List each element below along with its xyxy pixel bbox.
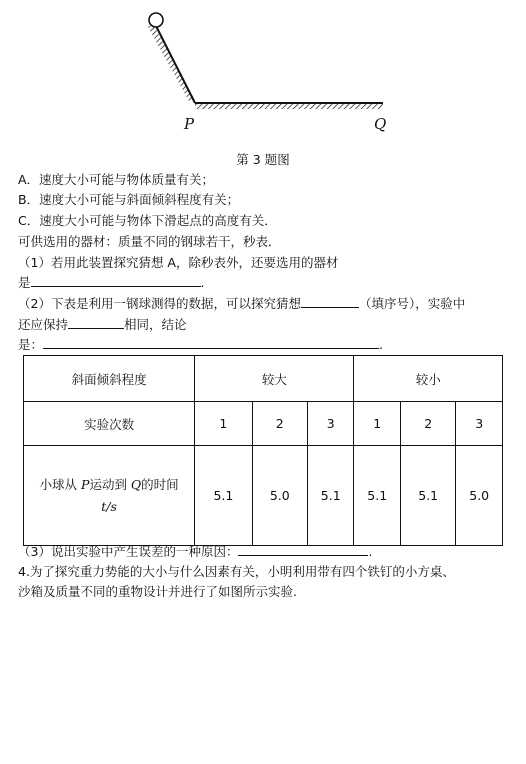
time-header-part-a: 小球从 [39,476,82,492]
q2-text-a: （2）下表是利用一钢球测得的数据，可以探究猜想 [18,296,301,311]
time-cell: 5.1 [354,446,401,546]
q2-text-c: 是： [18,337,44,352]
incline-header-cell: 斜面倾斜程度 [24,356,195,402]
option-c: C．速度大小可能与物体下滑起点的高度有关． [18,213,277,228]
time-unit: t/s [101,498,117,514]
q4-line1: 4.为了探究重力势能的大小与什么因素有关，小明利用带有四个铁钉的小方桌、 [18,564,455,579]
point-p-label: P [184,115,195,133]
q1-prefix: 是 [18,275,31,290]
group-large-cell: 较大 [195,356,354,402]
q1-line2 [18,273,205,291]
q2-conclusion-blank[interactable] [43,336,379,349]
trial-header-cell: 实验次数 [24,402,195,446]
time-header-p: P [81,476,90,492]
q3-line [18,542,372,560]
time-header-q: Q [130,476,142,492]
equipment-text: 可供选用的器材：质量不同的钢球若干，秒表． [18,234,281,249]
q1-end: . [200,275,205,290]
incline-figure [0,0,526,170]
q4-line2: 沙箱及质量不同的重物设计并进行了如图所示实验. [18,584,297,599]
time-cell: 5.1 [307,446,354,546]
time-cell: 5.0 [456,446,503,546]
data-table [23,355,503,546]
incline-surface [155,24,195,103]
q2-line1 [18,294,465,312]
time-header-part-c: 的时间 [141,476,179,492]
q2-constant-blank[interactable] [68,316,124,329]
option-a: A．速度大小可能与物体质量有关； [18,172,215,187]
incline-diagram [0,0,526,170]
time-cell: 5.1 [195,446,252,546]
point-q-label: Q [374,115,387,133]
q2-text-b1: 还应保持 [18,317,69,332]
q1-answer-blank[interactable] [31,274,201,287]
time-cell: 5.1 [401,446,456,546]
trial-cell: 2 [252,402,307,446]
trial-cell: 3 [456,402,503,446]
table-row [24,446,503,546]
q2-line3 [18,335,383,353]
q2-line2 [18,315,187,333]
time-header-part-b: 运动到 [89,476,131,492]
q2-text-b2: 相同，结论 [124,317,187,332]
group-small-cell: 较小 [354,356,503,402]
q3-text: （3）说出实验中产生误差的一种原因： [18,544,239,559]
ball [149,13,163,27]
q1-line1: （1）若用此装置探究猜想 A，除秒表外，还要选用的器材 [18,255,339,270]
trial-cell: 1 [354,402,401,446]
trial-cell: 3 [307,402,354,446]
q2-text-a2: （填序号），实验中 [358,296,466,311]
time-cell: 5.0 [252,446,307,546]
table-row [24,402,503,446]
q3-answer-blank[interactable] [238,543,368,556]
trial-cell: 1 [195,402,252,446]
trial-cell: 2 [401,402,456,446]
figure-caption: 第 3 题图 [236,152,290,167]
q3-end: . [368,544,373,559]
q2-hypothesis-blank[interactable] [301,295,359,308]
time-header-cell [24,446,195,546]
table-row [24,356,503,402]
option-b: B．速度大小可能与斜面倾斜程度有关； [18,192,240,207]
q2-end: . [379,337,383,352]
time-header-line1 [24,474,194,496]
